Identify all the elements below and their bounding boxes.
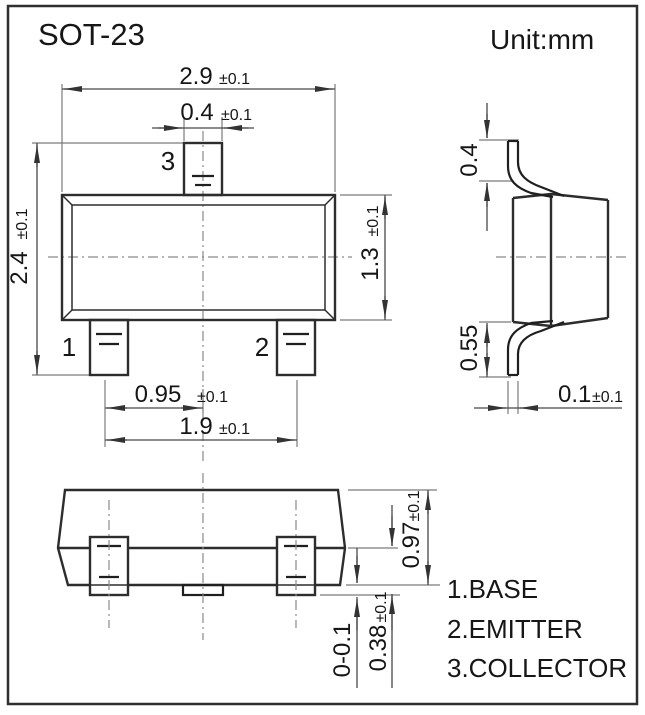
dim-body-width-tolerance: ±0.1	[219, 71, 251, 88]
dim-lead-thickness-tolerance: ±0.1	[592, 389, 624, 406]
side-view-body	[513, 194, 608, 326]
top-view-pin2	[277, 320, 315, 375]
side-view-top-lead	[508, 141, 564, 197]
legend-item-base: 1.BASE	[447, 574, 539, 604]
dim-pin-pitch-value: 0.95	[134, 381, 182, 408]
side-view	[456, 103, 628, 414]
dim-body-width-value: 2.9	[179, 63, 213, 90]
front-view-centerlines	[109, 473, 296, 640]
dim-overall-height-value: 2.4	[6, 251, 33, 285]
dim-lead-top-length-value: 0.4	[456, 143, 483, 177]
pin2-number: 2	[254, 332, 270, 362]
dim-pin-span-value: 1.9	[179, 413, 213, 440]
page-border	[8, 6, 637, 704]
part-title: SOT-23	[38, 17, 145, 52]
pin1-number: 1	[61, 332, 77, 362]
top-view-dimension-lines	[37, 89, 385, 440]
pin3-number: 3	[160, 146, 176, 176]
dim-lead-bottom-length-value: 0.55	[456, 324, 483, 372]
dim-pin-span-tolerance: ±0.1	[219, 421, 251, 438]
dim-front-body-height-value: 0.97	[398, 521, 425, 569]
dim-lead-thickness-value: 0.1	[558, 381, 592, 408]
side-view-bottom-lead	[508, 321, 564, 375]
dim-lead-height-value: 0.38	[365, 624, 392, 672]
top-view-pin3	[184, 143, 222, 195]
dim-overall-height-tolerance: ±0.1	[14, 208, 31, 240]
pin-legend	[447, 574, 627, 683]
dim-pin-width-tolerance: ±0.1	[221, 107, 253, 124]
front-view	[58, 473, 440, 688]
dim-pin-pitch-tolerance: ±0.1	[197, 389, 229, 406]
side-view-dimension-lines	[474, 103, 622, 408]
dim-front-body-height-tolerance: ±0.1	[406, 490, 423, 522]
top-view-pin1	[90, 320, 128, 375]
legend-item-collector: 3.COLLECTOR	[447, 653, 628, 683]
dim-body-height-tolerance: ±0.1	[365, 205, 382, 237]
dim-lead-height-tolerance: ±0.1	[373, 591, 390, 623]
legend-item-emitter: 2.EMITTER	[447, 614, 583, 644]
top-view	[6, 63, 392, 462]
unit-label: Unit:mm	[490, 24, 595, 55]
dim-pin-width-value: 0.4	[180, 99, 214, 126]
dim-body-height-value: 1.3	[357, 247, 384, 281]
dim-standoff-value: 0-0.1	[329, 622, 356, 678]
